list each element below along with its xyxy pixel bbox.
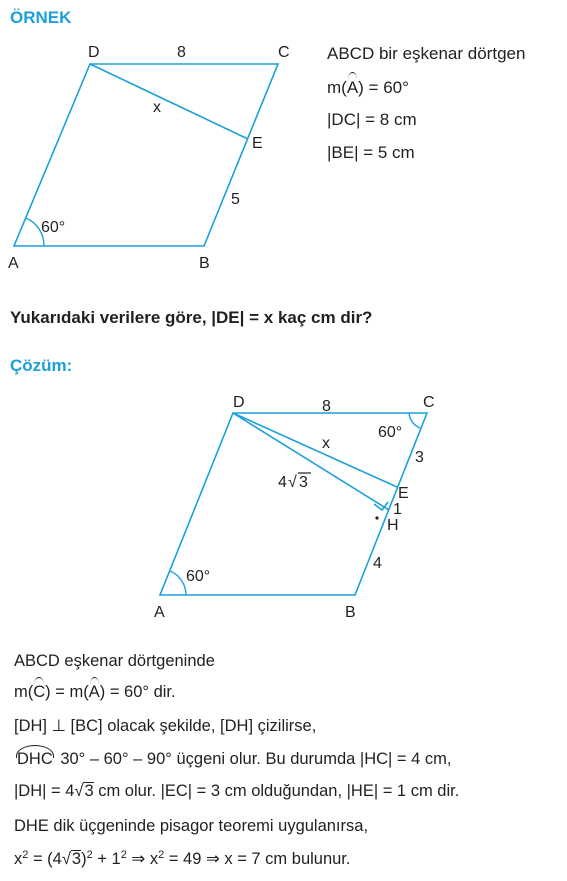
label-a: A [8, 255, 19, 272]
label-angle-a-solution: 60° [186, 568, 211, 585]
label-dc-length: 8 [177, 44, 186, 61]
solution-line-5-b: cm olur. |EC| = 3 cm olduğundan, |HE| = 1 cm dir. [93, 782, 460, 800]
label-be-length: 5 [231, 191, 240, 208]
rhombus-figure-example [0, 35, 300, 315]
example-title: ÖRNEK [10, 8, 72, 27]
angle-arc-c [409, 413, 420, 428]
label-h: H [387, 517, 399, 534]
solution-line-1: ABCD eşkenar dörtgeninde [14, 652, 215, 670]
given-line-2-suffix: ) = 60° [358, 78, 409, 97]
solution-line-3: [DH] ⊥ [BC] olacak şekilde, [DH] çizilirse, [14, 717, 317, 735]
solution-line-2-a: m( [14, 683, 34, 701]
label-e-solution: E [398, 485, 409, 502]
label-dh-root: 3 [299, 474, 308, 491]
label-x-solution: x [322, 435, 330, 452]
eq-exp-4: 2 [158, 849, 165, 861]
solution-line-5-root: 3 [84, 782, 94, 800]
label-d-solution: D [233, 394, 245, 411]
solution-line-6: DHE dik üçgeninde pisagor teoremi uygulanırsa, [14, 817, 369, 835]
angle-a-symbol: A [88, 683, 100, 701]
label-angle-c: 60° [378, 424, 403, 441]
angle-c-symbol: C [33, 683, 46, 701]
angle-arc-a-solution [170, 571, 186, 595]
solution-line-2 [14, 683, 176, 702]
label-x: x [153, 99, 161, 116]
question-text: Yukarıdaki verilere göre, |DE| = x kaç cm dir? [10, 308, 373, 327]
label-hb-length: 4 [373, 555, 382, 572]
eq-root: 3 [71, 850, 82, 868]
label-dh-coefficient: 4 [278, 474, 287, 491]
label-c: C [278, 44, 290, 61]
label-dc-length-solution: 8 [322, 398, 331, 415]
solution-line-2-b: ) = m( [45, 683, 89, 701]
given-line-3: |DC| = 8 cm [327, 110, 417, 129]
eq-implies-1: ⇒ x [126, 850, 159, 868]
label-eh-length: 1 [393, 501, 402, 518]
label-c-solution: C [423, 394, 435, 411]
label-d: D [88, 44, 100, 61]
solution-line-5-a: |DH| = 4 [14, 782, 75, 800]
solution-line-4 [14, 750, 451, 769]
rhombus-figure-solution [145, 385, 445, 625]
given-line-1: ABCD bir eşkenar dörtgen [327, 44, 526, 63]
eq-close: ) [81, 850, 87, 868]
eq-exp-3: 2 [120, 849, 127, 861]
eq-exp-2: 2 [86, 849, 93, 861]
solution-line-2-end: ) = 60° dir. [99, 683, 176, 701]
label-dh-radical: √ [288, 474, 297, 491]
eq-exp-1: 2 [22, 849, 29, 861]
given-line-2 [327, 78, 409, 98]
label-angle-a: 60° [41, 219, 66, 236]
label-b-solution: B [345, 604, 356, 621]
eq-x: x [14, 850, 23, 868]
eq-plus: + 1 [92, 850, 121, 868]
label-a-solution: A [154, 604, 165, 621]
given-line-2-prefix: m( [327, 78, 347, 97]
label-ce-length: 3 [415, 449, 424, 466]
eq-result: = 49 ⇒ x = 7 cm bulunur. [164, 850, 351, 868]
label-b: B [199, 255, 210, 272]
right-angle-dot [375, 516, 378, 519]
label-e: E [252, 135, 263, 152]
solution-line-7: $x^2 = (4√3)^2 + 1^2$ ⇒ $x^2 = 49$ ⇒ x = 7 cm bulunur. [14, 849, 351, 868]
eq-part-1: = (4 [28, 850, 62, 868]
solution-title: Çözüm: [10, 356, 73, 375]
given-angle-a: A [346, 78, 359, 97]
triangle-dhc-symbol: DHC [14, 750, 56, 769]
solution-line-4-rest: 30° – 60° – 90° üçgeni olur. Bu durumda |HC| = 4 cm, [55, 750, 452, 768]
given-line-4: |BE| = 5 cm [327, 143, 415, 162]
solution-line-5: |DH| = 4√3 cm olur. |EC| = 3 cm olduğundan, |HE| = 1 cm dir. [14, 782, 460, 800]
